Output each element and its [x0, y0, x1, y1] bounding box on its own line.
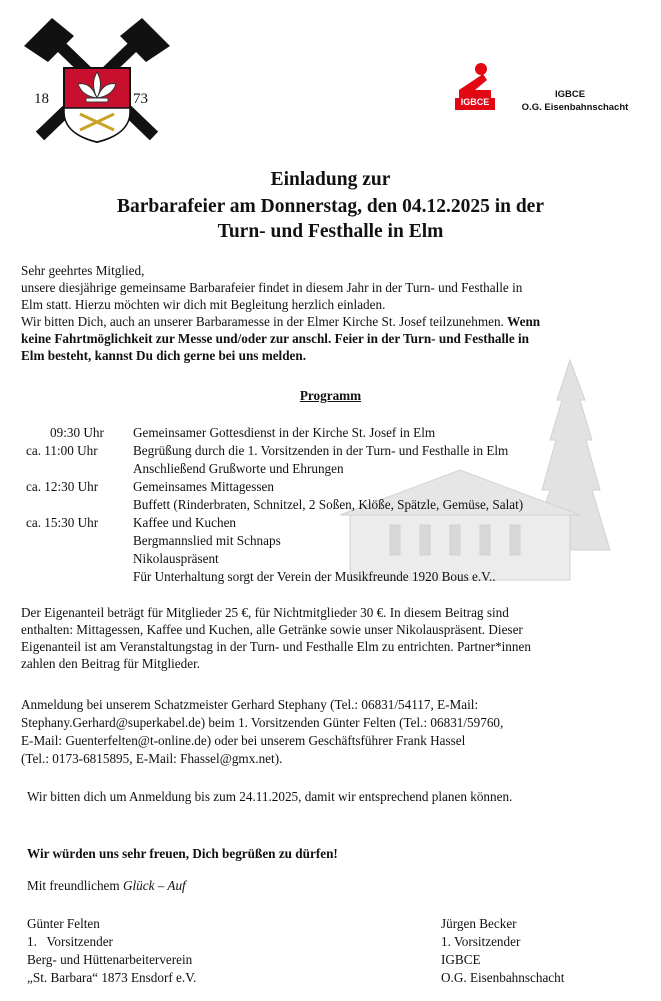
igbce-name: IGBCE: [554, 89, 586, 100]
logo-year-left: 18: [34, 91, 49, 107]
intro-p1-line1: unsere diesjährige gemeinsame Barbarafeier findet in diesem Jahr in der Turn- und Festhalle in: [21, 280, 523, 295]
fees-line-2: enthalten: Mittagessen, Kaffee und Kuchen, alle Getränke sowie unser Nikolauspräsent. Dieser: [21, 622, 523, 637]
program-item-4-line-4: Für Unterhaltung sorgt der Verein der Musikfreunde 1920 Bous e.V..: [133, 569, 496, 584]
intro-p2-line1-bold: Wenn: [507, 314, 541, 329]
program-item-4-line-2: Bergmannslied mit Schnaps: [133, 533, 281, 548]
intro-p2-line1: [21, 314, 540, 329]
signature-right-name: Jürgen Becker: [441, 916, 517, 931]
igbce-local-group: O.G. Eisenbahnschacht: [521, 102, 629, 113]
program-time-2: ca. 11:00 Uhr: [26, 443, 98, 458]
program-item-4-line-1: Kaffee und Kuchen: [133, 515, 237, 530]
greeting-close-italic: Glück – Auf: [122, 878, 186, 893]
registration-line-2: Stephany.Gerhard@superkabel.de) beim 1. Vorsitzenden Günter Felten (Tel.: 06831/59760,: [21, 715, 504, 730]
greeting-close-normal: Mit freundlichem: [27, 878, 120, 893]
program-heading: Programm: [299, 388, 362, 403]
signature-left-org2: „St. Barbara“ 1873 Ensdorf e.V.: [27, 970, 197, 985]
program-item-3-line-1: Gemeinsames Mittagessen: [133, 479, 274, 494]
signature-right-org1: IGBCE: [441, 952, 481, 967]
intro-p2-line1-normal: Wir bitten Dich, auch an unserer Barbaramesse in der Elmer Kirche St. Josef teilzunehmen.: [21, 314, 504, 329]
signature-right-org2: O.G. Eisenbahnschacht: [441, 970, 565, 985]
greeting-close: [27, 878, 186, 893]
registration-line-1: Anmeldung bei unserem Schatzmeister Gerhard Stephany (Tel.: 06831/54117, E-Mail:: [21, 697, 479, 712]
signature-left-name: Günter Felten: [27, 916, 100, 931]
program-time-3: ca. 12:30 Uhr: [26, 479, 99, 494]
program-item-4-line-3: Nikolauspräsent: [133, 551, 219, 566]
title-line-2: Barbarafeier am Donnerstag, den 04.12.2025 in der: [117, 196, 544, 217]
title-line-3: Turn- und Festhalle in Elm: [217, 221, 444, 242]
program-item-2-line-2: Anschließend Grußworte und Ehrungen: [133, 461, 344, 476]
closing-bold: Wir würden uns sehr freuen, Dich begrüßen zu dürfen!: [27, 846, 338, 861]
fees-line-3: Eigenanteil ist am Veranstaltungstag in der Turn- und Festhalle Elm zu entrichten. Partner*innen: [21, 639, 531, 654]
church-watermark: [330, 340, 650, 600]
greeting: Sehr geehrtes Mitglied,: [21, 263, 145, 278]
title-line-1: Einladung zur: [270, 169, 391, 190]
signature-left-role: 1. Vorsitzender: [27, 934, 113, 949]
program-item-3-line-2: Buffett (Rinderbraten, Schnitzel, 2 Soßen, Klöße, Spätzle, Gemüse, Salat): [133, 497, 524, 512]
registration-line-3: E-Mail: Guenterfelten@t-online.de) oder bei unserem Geschäftsführer Frank Hassel: [21, 733, 466, 748]
fees-line-1: Der Eigenanteil beträgt für Mitglieder 25 €, für Nichtmitglieder 30 €. In diesem Beitrag sind: [21, 605, 509, 620]
miners-association-logo: [22, 18, 172, 143]
program-time-1: 09:30 Uhr: [50, 425, 104, 440]
intro-p2-line3: Elm besteht, kannst Du dich gerne bei uns melden.: [21, 348, 307, 363]
signature-left-org1: Berg- und Hüttenarbeiterverein: [27, 952, 193, 967]
logo-year-right-text: 73: [133, 91, 148, 107]
signature-right-role: 1. Vorsitzender: [441, 934, 521, 949]
program-item-1-line-1: Gemeinsamer Gottesdienst in der Kirche St. Josef in Elm: [133, 425, 436, 440]
intro-p2-line2: keine Fahrtmöglichkeit zur Messe und/oder zur anschl. Feier in der Turn- und Festhalle in: [21, 331, 529, 346]
intro-p1-line2: Elm statt. Hierzu möchten wir dich mit Begleitung herzlich einladen.: [21, 297, 386, 312]
registration-line-4: (Tel.: 0173-6815895, E-Mail: Fhassel@gmx.net).: [21, 751, 283, 766]
igbce-logo-text: IGBCE: [460, 97, 490, 107]
fees-line-4: zahlen den Beitrag für Mitglieder.: [21, 656, 201, 671]
program-item-2-line-1: Begrüßung durch die 1. Vorsitzenden in der Turn- und Festhalle in Elm: [133, 443, 509, 458]
deadline-text: Wir bitten dich um Anmeldung bis zum 24.11.2025, damit wir entsprechend planen können.: [27, 789, 513, 804]
program-time-4: ca. 15:30 Uhr: [26, 515, 99, 530]
